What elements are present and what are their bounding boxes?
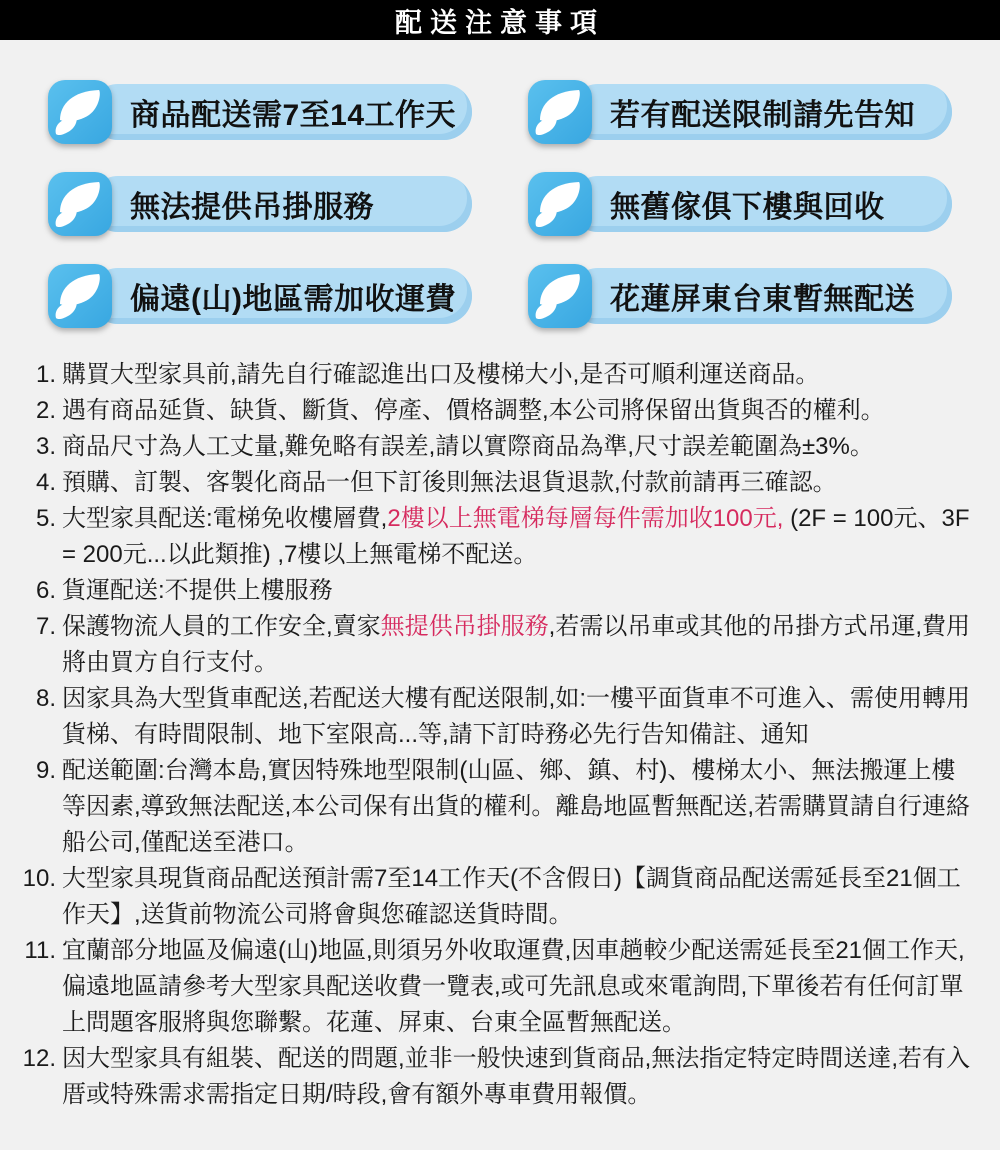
note-number: 1. xyxy=(35,361,56,388)
note-row xyxy=(20,357,978,393)
badge-pill xyxy=(90,84,472,140)
leaf-icon xyxy=(527,263,593,329)
badge-label: 偏遠(山)地區需加收運費 xyxy=(130,283,456,316)
note-row xyxy=(20,753,978,861)
badge-label: 若有配送限制請先告知 xyxy=(610,99,915,132)
leaf-icon xyxy=(527,171,593,237)
leaf-icon xyxy=(47,79,113,145)
note-text-segment: 因家具為大型貨車配送,若配送大樓有配送限制,如:一樓平面貨車不可進入、需使用轉用貨梯、有時間限制、地下室限高...等,請下訂時務必先行告知備註、通知 xyxy=(62,685,971,748)
note-text-segment: 商品尺寸為人工丈量,難免略有誤差,請以實際商品為準,尺寸誤差範圍為±3%。 xyxy=(62,433,874,460)
badge xyxy=(527,171,952,237)
notes-list xyxy=(0,329,1000,1113)
header-bar xyxy=(0,0,1000,40)
badge xyxy=(47,79,472,145)
note-number: 8. xyxy=(35,685,56,712)
badge-pill xyxy=(90,176,472,232)
badge-pill xyxy=(90,268,472,324)
note-row xyxy=(20,933,978,1041)
note-text-segment: 大型家具現貨商品配送預計需7至14工作天(不含假日)【調貨商品配送需延長至21個工作天】,送貨前物流公司將會與您確認送貨時間。 xyxy=(62,865,961,928)
note-text xyxy=(62,861,978,933)
note-number: 9. xyxy=(35,757,56,784)
note-text-segment: 大型家具配送:電梯免收樓層費, xyxy=(62,505,388,532)
note-number: 4. xyxy=(35,469,56,496)
note-text-segment: 遇有商品延貨、缺貨、斷貨、停產、價格調整,本公司將保留出貨與否的權利。 xyxy=(62,397,885,424)
note-text xyxy=(62,681,978,753)
note-row xyxy=(20,393,978,429)
note-row xyxy=(20,681,978,753)
note-text-segment: 貨運配送:不提供上樓服務 xyxy=(62,577,333,604)
note-text-highlight: 2樓以上無電梯每層每件需加收100元, xyxy=(387,505,784,532)
note-row xyxy=(20,861,978,933)
note-text xyxy=(62,393,978,429)
note-text xyxy=(62,573,978,609)
note-text-segment: 預購、訂製、客製化商品一但下訂後則無法退貨退款,付款前請再三確認。 xyxy=(62,469,837,496)
note-text xyxy=(62,933,978,1041)
note-number: 10. xyxy=(22,865,56,892)
badge-label: 商品配送需7至14工作天 xyxy=(130,99,457,132)
badge-pill xyxy=(570,84,952,140)
leaf-icon xyxy=(527,79,593,145)
note-number: 2. xyxy=(35,397,56,424)
note-text xyxy=(62,429,978,465)
note-text-segment: 保護物流人員的工作安全,賣家 xyxy=(62,613,381,640)
note-row xyxy=(20,573,978,609)
note-text-highlight: 無提供吊掛服務 xyxy=(380,613,549,640)
note-row xyxy=(20,609,978,681)
badge-pill xyxy=(570,268,952,324)
note-number: 5. xyxy=(35,505,56,532)
badge-label: 無法提供吊掛服務 xyxy=(130,191,374,224)
note-text-segment: ,若需以吊車或其他的吊掛方式吊運,費用將由買方自行支付。 xyxy=(62,613,971,676)
note-row xyxy=(20,1041,978,1113)
note-text-segment: (2F = 100元、3F = 200元...以此類推) ,7樓以上無電梯不配送。 xyxy=(62,505,970,568)
note-row xyxy=(20,465,978,501)
note-number: 6. xyxy=(35,577,56,604)
badge-label: 花蓮屏東台東暫無配送 xyxy=(610,283,915,316)
note-row xyxy=(20,501,978,573)
note-text-segment: 購買大型家具前,請先自行確認進出口及樓梯大小,是否可順利運送商品。 xyxy=(62,361,820,388)
note-text-segment: 宜蘭部分地區及偏遠(山)地區,則須另外收取運費,因車趟較少配送需延長至21個工作天,偏遠地區請參考大型家具配送收費一覽表,或可先訊息或來電詢問,下單後若有任何訂單上問題客服將與您聯繫。花蓮、屏東、台東全區暫無配送。 xyxy=(62,937,965,1036)
note-text-segment: 配送範圍:台灣本島,實因特殊地型限制(山區、鄉、鎮、村)、樓梯太小、無法搬運上樓等因素,導致無法配送,本公司保有出貨的權利。離島地區暫無配送,若需購買請自行連絡船公司,僅配送至港口。 xyxy=(62,757,971,856)
note-text xyxy=(62,753,978,861)
badge xyxy=(47,171,472,237)
badge xyxy=(47,263,472,329)
note-text xyxy=(62,501,978,573)
note-text-segment: 因大型家具有組裝、配送的問題,並非一般快速到貨商品,無法指定特定時間送達,若有入厝或特殊需求需指定日期/時段,會有額外專車費用報價。 xyxy=(62,1045,971,1108)
note-row xyxy=(20,429,978,465)
note-number: 11. xyxy=(24,937,56,964)
badge-grid xyxy=(0,40,1000,329)
badge-pill xyxy=(570,176,952,232)
badge xyxy=(527,79,952,145)
note-text xyxy=(62,357,978,393)
badge-label: 無舊傢俱下樓與回收 xyxy=(610,191,885,224)
note-text xyxy=(62,465,978,501)
leaf-icon xyxy=(47,171,113,237)
note-number: 3. xyxy=(35,433,56,460)
note-number: 12. xyxy=(22,1045,56,1072)
page-title: 配送注意事項 xyxy=(395,7,605,38)
badge xyxy=(527,263,952,329)
note-text xyxy=(62,1041,978,1113)
note-text xyxy=(62,609,978,681)
note-number: 7. xyxy=(35,613,56,640)
leaf-icon xyxy=(47,263,113,329)
